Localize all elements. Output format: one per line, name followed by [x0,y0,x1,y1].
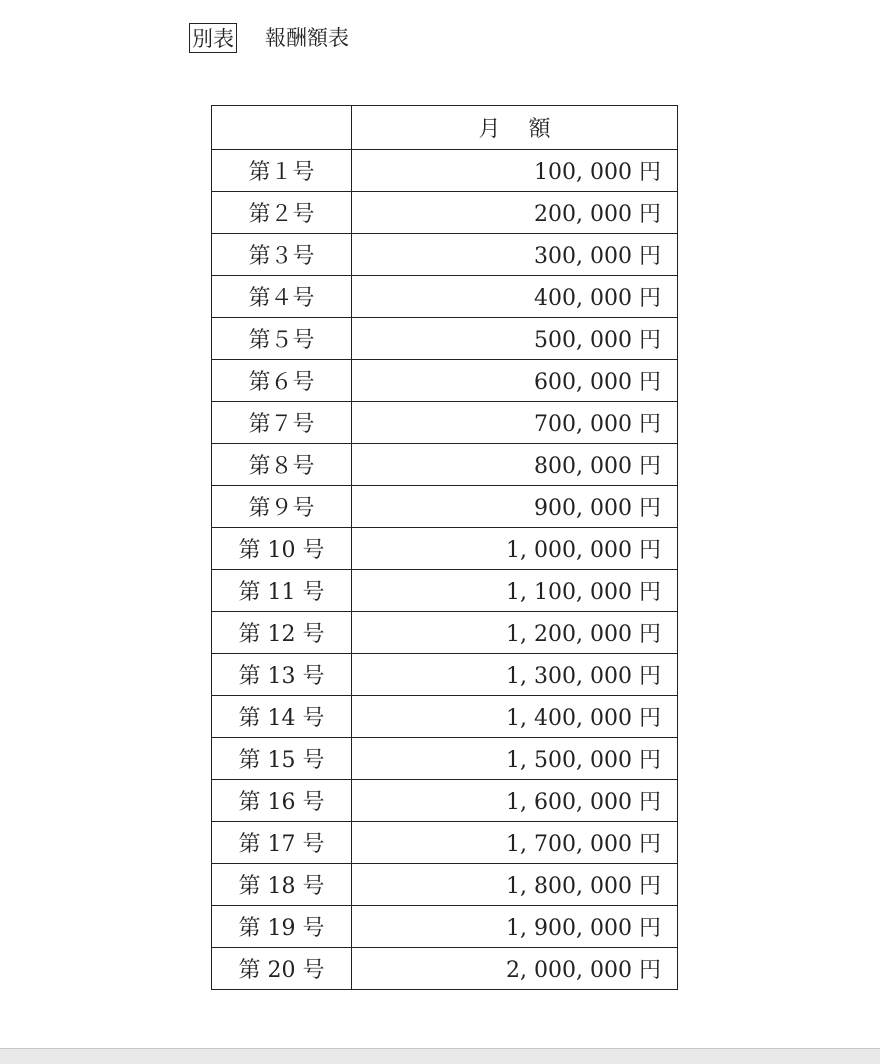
grade-cell: 第 16 号 [212,780,352,822]
amount-cell: 800, 000 円 [352,444,678,486]
table-row [212,906,678,948]
fee-table-body [212,150,678,990]
table-row [212,150,678,192]
amount-cell: 1, 600, 000 円 [352,780,678,822]
amount-cell: 300, 000 円 [352,234,678,276]
amount-cell: 1, 300, 000 円 [352,654,678,696]
amount-cell: 1, 800, 000 円 [352,864,678,906]
table-row [212,780,678,822]
table-row [212,738,678,780]
document-heading [189,22,349,54]
amount-cell: 100, 000 円 [352,150,678,192]
fee-table [211,105,678,990]
amount-cell: 200, 000 円 [352,192,678,234]
page-bottom-edge [0,1048,880,1064]
table-row [212,948,678,990]
table-row [212,276,678,318]
table-header-row [212,106,678,150]
amount-cell: 1, 500, 000 円 [352,738,678,780]
grade-cell: 第 18 号 [212,864,352,906]
amount-cell: 1, 100, 000 円 [352,570,678,612]
amount-cell: 1, 000, 000 円 [352,528,678,570]
grade-cell: 第５号 [212,318,352,360]
amount-cell: 900, 000 円 [352,486,678,528]
grade-cell: 第 13 号 [212,654,352,696]
amount-cell: 1, 700, 000 円 [352,822,678,864]
table-row [212,654,678,696]
appendix-label: 別表 [189,23,237,53]
grade-cell: 第６号 [212,360,352,402]
amount-cell: 600, 000 円 [352,360,678,402]
grade-cell: 第９号 [212,486,352,528]
grade-cell: 第 10 号 [212,528,352,570]
table-row [212,360,678,402]
amount-cell: 400, 000 円 [352,276,678,318]
grade-cell: 第３号 [212,234,352,276]
grade-cell: 第 12 号 [212,612,352,654]
grade-cell: 第２号 [212,192,352,234]
table-row [212,486,678,528]
table-row [212,192,678,234]
grade-cell: 第７号 [212,402,352,444]
grade-cell: 第８号 [212,444,352,486]
grade-cell: 第１号 [212,150,352,192]
table-row [212,864,678,906]
table-row [212,570,678,612]
amount-cell: 2, 000, 000 円 [352,948,678,990]
table-row [212,822,678,864]
grade-cell: 第 17 号 [212,822,352,864]
grade-cell: 第 19 号 [212,906,352,948]
table-row [212,444,678,486]
amount-cell: 1, 200, 000 円 [352,612,678,654]
grade-cell: 第 20 号 [212,948,352,990]
grade-cell: 第 11 号 [212,570,352,612]
table-row [212,318,678,360]
header-corner-cell [212,106,352,150]
table-row [212,696,678,738]
table-row [212,528,678,570]
table-row [212,612,678,654]
amount-cell: 1, 400, 000 円 [352,696,678,738]
amount-cell: 500, 000 円 [352,318,678,360]
grade-cell: 第４号 [212,276,352,318]
table-row [212,402,678,444]
amount-cell: 700, 000 円 [352,402,678,444]
table-title: 報酬額表 [265,26,349,50]
table-row [212,234,678,276]
amount-cell: 1, 900, 000 円 [352,906,678,948]
header-monthly-amount: 月額 [352,106,678,150]
grade-cell: 第 14 号 [212,696,352,738]
grade-cell: 第 15 号 [212,738,352,780]
